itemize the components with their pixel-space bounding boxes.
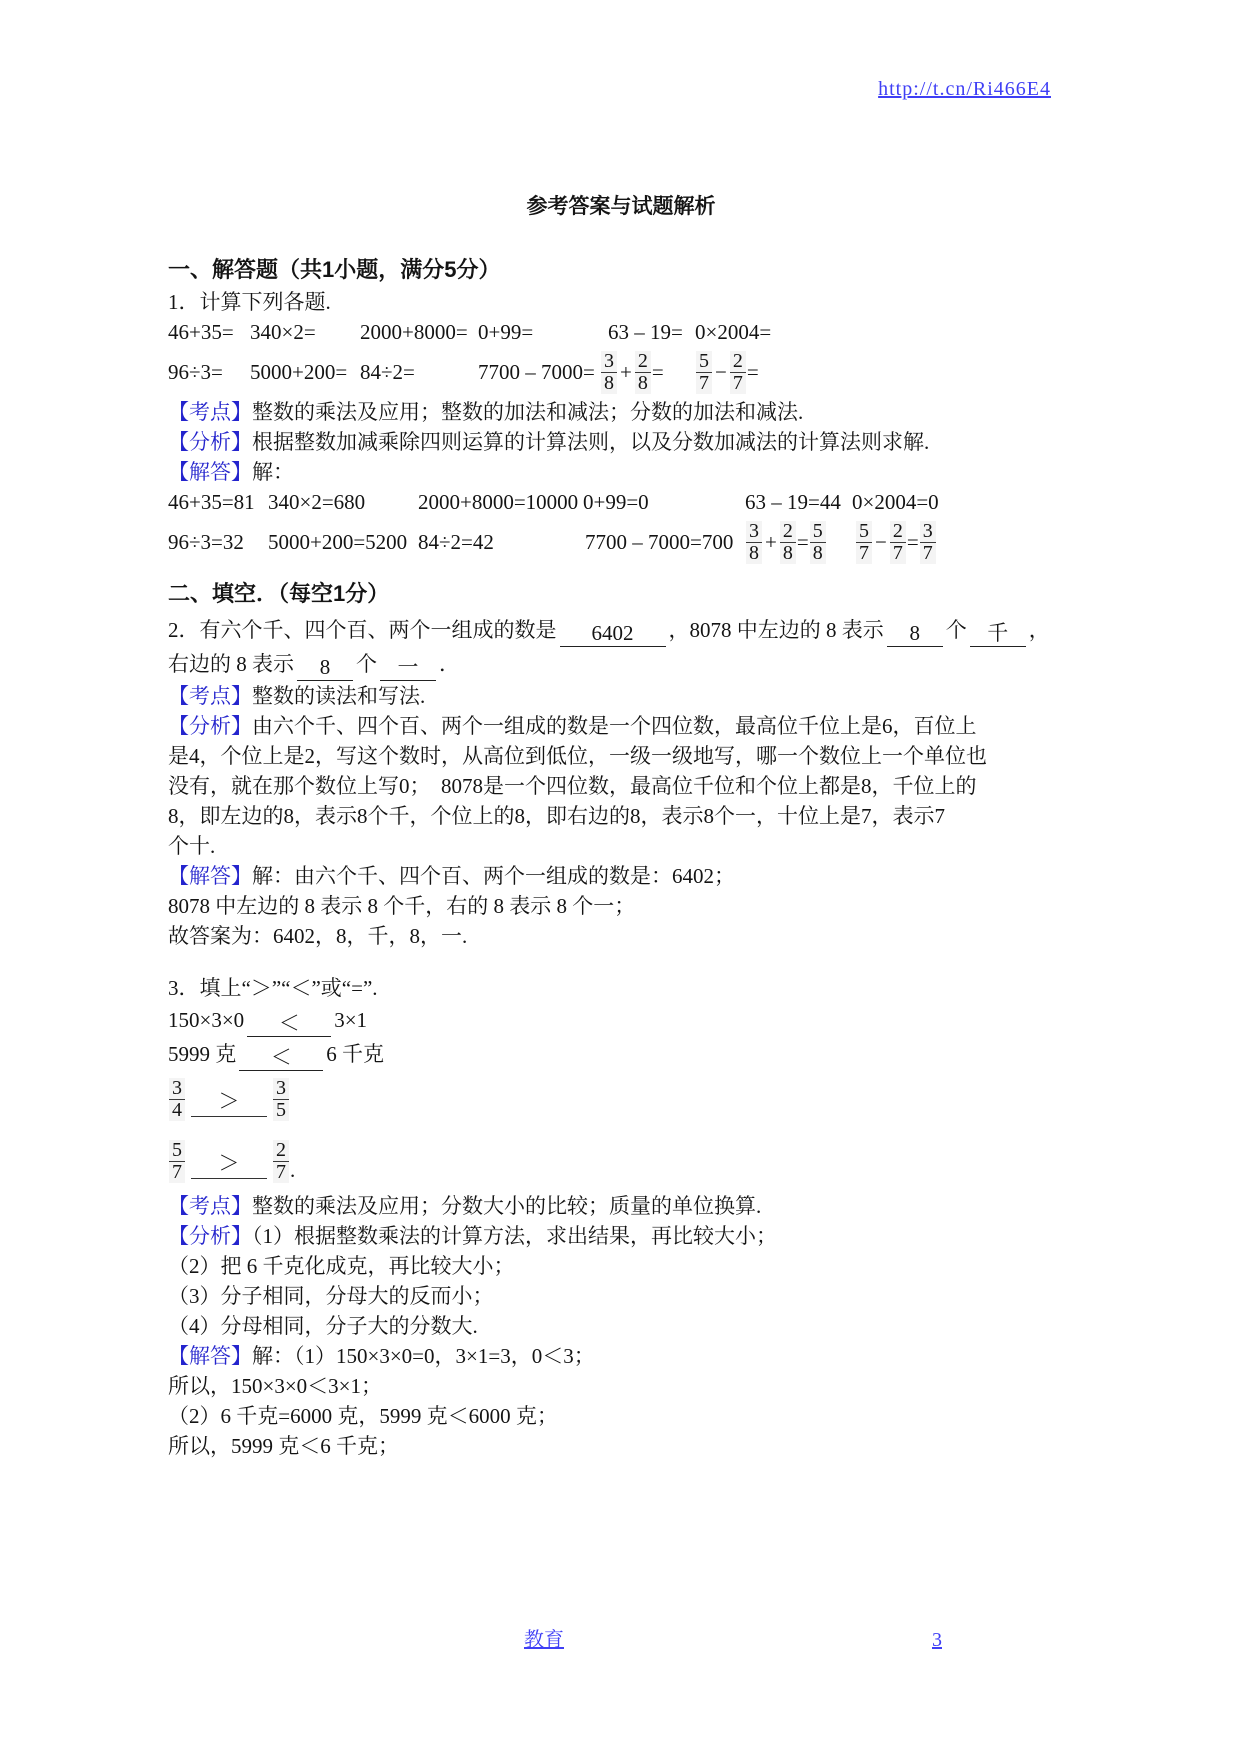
math-expression: 0+99= — [478, 320, 534, 344]
q1-problems-row-2 — [168, 347, 1074, 397]
fraction — [635, 351, 651, 394]
analysis-label: 【分析】 — [168, 430, 252, 454]
math-expression: 5000+200= — [250, 360, 348, 384]
q2-fenxi-line-4: 8，即左边的8，表示8个千，个位上的8，即右边的8，表示8个一，十位上是7，表示7 — [168, 804, 945, 828]
math-expression: 2000+8000=10000 — [418, 490, 579, 514]
fraction-numerator: 2 — [780, 521, 796, 543]
fill-blank-answer: 千 — [970, 620, 1026, 647]
fill-blank-answer: ＞ — [191, 1148, 267, 1179]
fraction-denominator: 8 — [746, 543, 762, 564]
q1-jieda-line — [168, 457, 1074, 487]
q2-line-1 — [168, 613, 1074, 647]
q3-fenxi-line-2: （2）把 6 千克化成克，再比较大小； — [168, 1254, 515, 1278]
q1-fenxi-line — [168, 427, 1074, 457]
q2-jieda-line-2: 8078 中左边的 8 表示 8 个千，右的 8 表示 8 个一； — [168, 894, 636, 918]
equals-sign: = — [746, 359, 759, 384]
q3-text: 6 千克 — [326, 1042, 384, 1066]
math-expression: 7700 – 7000= — [478, 360, 595, 384]
fraction-expression — [745, 517, 827, 567]
section-2-heading: 二、填空．（每空1分） — [168, 581, 390, 606]
q2-line-2 — [168, 647, 1074, 681]
equals-sign: = — [651, 359, 664, 384]
exam-point-label: 【考点】 — [168, 1194, 252, 1218]
fraction-denominator: 5 — [273, 1100, 289, 1121]
q2-fenxi-line-1 — [168, 711, 1074, 741]
fraction-numerator: 5 — [169, 1140, 185, 1162]
q2-text: 个 — [945, 618, 967, 642]
math-expression: 96÷3= — [168, 360, 223, 384]
math-expression: 96÷3=32 — [168, 530, 244, 554]
answer-text: 解： — [252, 460, 294, 484]
analysis-text: （1）根据整数乘法的计算方法，求出结果，再比较大小； — [252, 1224, 777, 1248]
analysis-text: 根据整数加减乘除四则运算的计算法则，以及分数加减法的计算法则求解. — [252, 430, 930, 454]
q3-text: 3×1 — [334, 1008, 368, 1032]
math-expression: 340×2= — [250, 320, 316, 344]
fraction — [856, 521, 872, 564]
fraction — [696, 351, 712, 394]
q2-text: ． — [439, 652, 460, 676]
q3-compare-line-2 — [168, 1037, 1074, 1071]
equals-sign: = — [796, 529, 809, 554]
math-expression: 2000+8000= — [360, 320, 468, 344]
q3-fraction-compare-1 — [168, 1071, 1074, 1127]
answer-text: 解：由六个千、四个百、两个一组成的数是：6402； — [252, 864, 735, 888]
q3-text: 150×3×0 — [168, 1008, 245, 1032]
fraction — [920, 521, 936, 564]
analysis-label: 【分析】 — [168, 714, 252, 738]
fraction-numerator: 5 — [696, 351, 712, 373]
footer-education-link[interactable]: 教育 — [524, 1629, 564, 1651]
fraction — [746, 521, 762, 564]
math-expression: 84÷2=42 — [418, 530, 494, 554]
fraction-numerator: 2 — [730, 351, 746, 373]
fraction-denominator: 8 — [810, 543, 826, 564]
fill-blank-answer: 8 — [297, 654, 353, 681]
fraction-numerator: 3 — [746, 521, 762, 543]
fill-blank-answer: 8 — [887, 620, 943, 647]
q3-jieda-line-3: （2）6 千克=6000 克，5999 克＜6000 克； — [168, 1404, 558, 1428]
fraction-denominator: 7 — [696, 373, 712, 394]
q1-answers-row-1 — [168, 487, 1074, 517]
analysis-text: 由六个千、四个百、两个一组成的数是一个四位数，最高位千位上是6，百位上 — [252, 714, 977, 738]
operator: + — [620, 359, 632, 384]
analysis-label: 【分析】 — [168, 1224, 252, 1248]
fraction — [810, 521, 826, 564]
equals-sign: = — [906, 529, 919, 554]
math-expression: 63 – 19=44 — [745, 490, 841, 514]
section-1-heading: 一、解答题（共1小题，满分5分） — [168, 257, 501, 282]
answer-text: 解：（1）150×3×0=0，3×1=3，0＜3； — [252, 1344, 595, 1368]
exam-point-text: 整数的读法和写法. — [252, 684, 426, 708]
operator: − — [875, 529, 887, 554]
math-expression: 46+35=81 — [168, 490, 255, 514]
q1-answers-row-2 — [168, 517, 1074, 567]
q3-jieda-line-1 — [168, 1341, 1074, 1371]
exam-point-label: 【考点】 — [168, 684, 252, 708]
fill-blank-answer: 一 — [380, 654, 436, 681]
q3-jieda-line-4: 所以，5999 克＜6 千克； — [168, 1434, 399, 1458]
fraction-denominator: 7 — [273, 1162, 289, 1183]
math-expression: 0×2004= — [695, 320, 772, 344]
q2-text: 2．有六个千、四个百、两个一组成的数是 — [168, 618, 557, 642]
q3-text: 5999 克 — [168, 1042, 237, 1066]
fraction-numerator: 3 — [169, 1078, 185, 1100]
q2-fenxi-line-5: 个十. — [168, 834, 216, 858]
q2-jieda-line-1 — [168, 861, 1074, 891]
fraction — [780, 521, 796, 564]
q2-fenxi-line-2: 是4，个位上是2，写这个数时，从高位到低位，一级一级地写，哪一个数位上一个单位也 — [168, 744, 987, 768]
q2-jieda-line-3: 故答案为：6402，8，千，8，一. — [168, 924, 468, 948]
operator: + — [765, 529, 777, 554]
page-title: 参考答案与试题解析 — [526, 195, 716, 218]
fraction-numerator: 2 — [890, 521, 906, 543]
fraction-denominator: 7 — [890, 543, 906, 564]
math-expression: 340×2=680 — [268, 490, 366, 514]
exam-point-label: 【考点】 — [168, 400, 252, 424]
q3-jieda-line-2: 所以，150×3×0＜3×1； — [168, 1374, 383, 1398]
q2-text: ， — [1028, 618, 1050, 642]
math-expression: 7700 – 7000=700 — [585, 530, 734, 554]
operator: − — [715, 359, 727, 384]
exam-point-text: 整数的乘法及应用；分数大小的比较；质量的单位换算. — [252, 1194, 762, 1218]
q2-text: ，8078 中左边的 8 表示 — [668, 618, 884, 642]
q3-fenxi-line-4: （4）分母相同，分子大的分数大. — [168, 1314, 478, 1338]
q3-kaodian-line — [168, 1191, 1074, 1221]
fraction-expression — [695, 347, 759, 397]
fraction — [273, 1140, 289, 1183]
fraction-denominator: 4 — [169, 1100, 185, 1121]
q1-problems-row-1 — [168, 317, 1074, 347]
fill-blank-answer: ＜ — [239, 1044, 323, 1071]
q2-kaodian-line — [168, 681, 1074, 711]
fraction-numerator: 3 — [273, 1078, 289, 1100]
math-expression: 63 – 19= — [608, 320, 683, 344]
q3-fenxi-line-3: （3）分子相同，分母大的反而小； — [168, 1284, 494, 1308]
fraction-denominator: 7 — [856, 543, 872, 564]
fraction-numerator: 5 — [856, 521, 872, 543]
source-url-link[interactable]: http://t.cn/Ri466E4 — [878, 78, 1051, 100]
fraction-expression — [600, 347, 664, 397]
math-expression: 5000+200=5200 — [268, 530, 408, 554]
fraction — [601, 351, 617, 394]
fraction — [169, 1140, 185, 1183]
fraction-denominator: 7 — [920, 543, 936, 564]
fraction-numerator: 3 — [601, 351, 617, 373]
footer-page-number[interactable]: 3 — [932, 1629, 942, 1651]
exam-point-text: 整数的乘法及应用；整数的加法和减法；分数的加法和减法. — [252, 400, 804, 424]
answer-label: 【解答】 — [168, 460, 252, 484]
q3-fraction-compare-2 — [168, 1133, 1074, 1189]
fill-blank-answer: 6402 — [560, 620, 666, 647]
fraction — [273, 1078, 289, 1121]
q3-compare-line-1 — [168, 1003, 1074, 1037]
fraction-numerator: 2 — [635, 351, 651, 373]
fill-blank-answer: ＜ — [247, 1010, 331, 1037]
fraction-numerator: 5 — [810, 521, 826, 543]
punctuation: . — [290, 1158, 296, 1182]
answer-label: 【解答】 — [168, 864, 252, 888]
fraction-expression — [855, 517, 937, 567]
q1-intro: 1．计算下列各题. — [168, 290, 331, 314]
fraction — [169, 1078, 185, 1121]
fill-blank-answer: ＞ — [191, 1086, 267, 1117]
answer-label: 【解答】 — [168, 1344, 252, 1368]
math-expression: 84÷2= — [360, 360, 415, 384]
fraction-denominator: 7 — [730, 373, 746, 394]
math-expression: 46+35= — [168, 320, 234, 344]
q3-intro: 3．填上“＞”“＜”或“=”. — [168, 976, 378, 1000]
fraction-denominator: 8 — [601, 373, 617, 394]
fraction-numerator: 2 — [273, 1140, 289, 1162]
q1-kaodian-line — [168, 397, 1074, 427]
document-content — [168, 0, 1074, 1461]
math-expression: 0×2004=0 — [852, 490, 939, 514]
q3-fenxi-line-1 — [168, 1221, 1074, 1251]
fraction-denominator: 8 — [635, 373, 651, 394]
fraction — [890, 521, 906, 564]
fraction-denominator: 8 — [780, 543, 796, 564]
fraction-numerator: 3 — [920, 521, 936, 543]
math-expression: 0+99=0 — [583, 490, 649, 514]
fraction — [730, 351, 746, 394]
q2-text: 个 — [356, 652, 377, 676]
fraction-denominator: 7 — [169, 1162, 185, 1183]
q2-text: 右边的 8 表示 — [168, 652, 294, 676]
q2-fenxi-line-3: 没有，就在那个数位上写0； 8078是一个四位数，最高位千位和个位上都是8，千位上的 — [168, 774, 977, 798]
